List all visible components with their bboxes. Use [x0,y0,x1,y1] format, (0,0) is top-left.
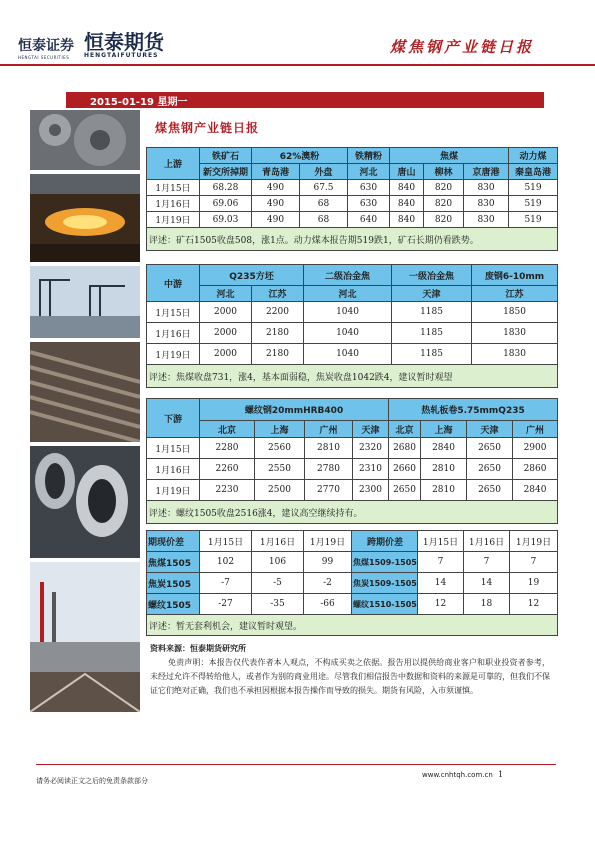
spread-table [146,530,558,636]
table-row: 焦煤1505 102 106 99 焦煤1509-1505 7 7 7 [147,552,558,573]
gear-machinery-photo [30,110,140,170]
col-header: 天津 [353,421,389,438]
footer-website[interactable]: www.cnhtqh.com.cn [422,771,493,779]
header-title: 煤焦钢产业链日报 [390,38,535,56]
col-header: 外盘 [300,164,348,180]
col-header: 唐山 [390,164,424,180]
midstream-table [146,264,558,388]
group-coking-coal: 焦煤 [390,148,509,164]
footer-divider [36,764,556,765]
report-title: 煤焦钢产业链日报 [155,121,260,135]
table-row: 1月15日 68.28 490 67.5 630 840 820 830 519 [147,180,558,196]
col-header: 秦皇岛港 [509,164,558,180]
col-header: 北京 [200,421,255,438]
col-header: 河北 [304,286,392,302]
logo-hengtai-futures: 恒泰期货 HENGTAIFUTURES [84,30,164,59]
data-source: 资料来源：恒泰期货研究所 [150,643,246,653]
header-divider [0,64,595,66]
group-q235-billet: Q235方坯 [200,265,304,286]
group-iron-ore: 铁矿石 [200,148,252,164]
table-row: 1月19日 69.03 490 68 640 840 820 830 519 [147,212,558,228]
basis-spread-label: 期现价差 [147,531,200,552]
company-logos [18,32,164,60]
col-header: 河北 [200,286,252,302]
group-hot-rolled-coil: 热轧板卷5.75mmQ235 [389,399,558,421]
group-iron-concentrate: 铁精粉 [348,148,390,164]
table-row: 焦炭1505 -7 -5 -2 焦炭1509-1505 14 14 19 [147,573,558,594]
table-row: 1月19日 2230 2500 2770 2300 2650 2810 2650 2840 [147,480,558,501]
group-grade2-coke: 二级冶金焦 [304,265,392,286]
calendar-spread-label: 跨期价差 [352,531,418,552]
table-row: 1月16日 2260 2550 2780 2310 2660 2810 2650 2860 [147,459,558,480]
port-cranes-photo [30,266,140,338]
page-number: 1 [498,770,504,779]
downstream-table [146,398,558,524]
col-header: 江苏 [472,286,558,302]
upstream-comment: 评述：矿石1505收盘508，涨1点。动力煤本报告期519跌1，矿石长期仍看跌势。 [147,228,558,251]
photo-column [30,110,140,716]
col-header: 青岛港 [252,164,300,180]
table-row: 1月15日 2000 2200 1040 1185 1850 [147,302,558,323]
table-row: 1月19日 2000 2180 1040 1185 1830 [147,344,558,365]
table-row: 螺纹1505 -27 -35 -66 螺纹1510-1505 12 18 12 [147,594,558,615]
col-header: 广州 [305,421,353,438]
col-header: 天津 [392,286,472,302]
midstream-section-label: 中游 [147,265,200,302]
col-header: 天津 [467,421,513,438]
midstream-comment: 评述：焦煤收盘731，涨4，基本面弱稳，焦炭收盘1042跌4，建议暂时观望 [147,365,558,388]
col-header: 柳林 [424,164,464,180]
group-thermal-coal: 动力煤 [509,148,558,164]
rebar-photo [30,342,140,442]
logo-hengtai-securities: 恒泰证券 HENGTAI SECURITIES [18,38,74,60]
col-header: 上海 [255,421,305,438]
col-header: 上海 [421,421,467,438]
col-header: 京唐港 [464,164,509,180]
table-row: 1月16日 69.06 490 68 630 840 820 830 519 [147,196,558,212]
disclaimer: 免责声明：本报告仅代表作者本人观点，不构成买卖之依据。报告用以提供给商业客户和职业投资者参考，未经过允许不得转给他人，或者作为别的商业用途。尽管我们相信报告中数据和资料的来源是可靠的，但我们不保证它们绝对正确，我们也不承担因根据本报告操作而导致的损失。期货有风险，入市须谨慎。 [150,658,550,695]
steel-pipes-photo [30,446,140,558]
table-row: 1月16日 2000 2180 1040 1185 1830 [147,323,558,344]
col-header: 广州 [513,421,558,438]
spread-comment: 评述：暂无套利机会，建议暂时观望。 [147,615,558,636]
power-plant-photo [30,562,140,712]
upstream-table [146,147,558,251]
report-date: 2015-01-19 星期一 [90,97,188,108]
upstream-section-label: 上游 [147,148,200,180]
group-rebar: 螺纹钢20mmHRB400 [200,399,389,421]
downstream-comment: 评述：螺纹1505收盘2516涨4，建议高空继续持有。 [147,501,558,524]
group-grade1-coke: 一级冶金焦 [392,265,472,286]
col-header: 江苏 [252,286,304,302]
group-62-aus-fines: 62%澳粉 [252,148,348,164]
footer-notice: 请务必阅读正文之后的免责条款部分 [36,777,148,785]
col-header: 新交所掉期 [200,164,252,180]
col-header: 河北 [348,164,390,180]
molten-steel-photo [30,174,140,262]
group-scrap-steel: 废钢6-10mm [472,265,558,286]
table-row: 期现价差 1月15日 1月16日 1月19日 跨期价差 1月15日 1月16日 1月19日 [147,531,558,552]
col-header: 北京 [389,421,421,438]
downstream-section-label: 下游 [147,399,200,438]
table-row: 1月15日 2280 2560 2810 2320 2680 2840 2650 2900 [147,438,558,459]
